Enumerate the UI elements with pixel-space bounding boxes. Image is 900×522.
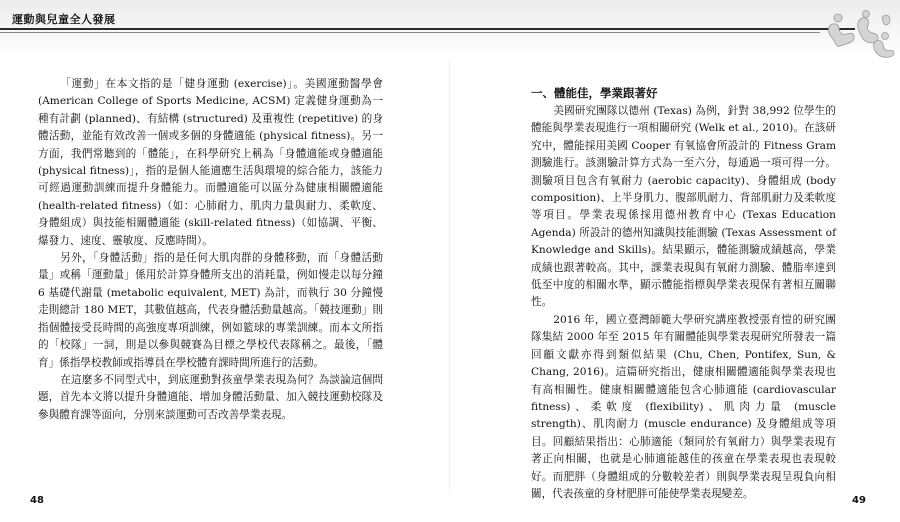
header-rule-thin: [0, 32, 820, 33]
right-page-body: [531, 76, 836, 503]
left-page-body: [38, 76, 383, 424]
left-paragraph-2: 另外，「身體活動」指的是任何大肌肉群的身體移動，而「身體活動量」或稱「運動量」係用於計算身體所支出的消耗量，例如慢走以每分鐘 6 基礎代謝量 (metabolic equivalent, MET) 為計，而執行 30 分鐘慢走則總計 180 MET，其數值越高，代表身體活動量越高。「競技運動」則指個體接受長時間的高強度專項訓練，例如籃球的專業訓練。而本文所指的「校隊」一詞，則是以參與競賽為目標之學校代表隊稱之。最後，「體育」係指學校教師或指導員在學校體育課時間所進行的活動。: [38, 252, 383, 369]
section-title: 一、體能佳，學業跟著好: [531, 86, 658, 100]
right-paragraph-1: 美國研究團隊以德州 (Texas) 為例，針對 38,992 位學生的體能與學業表現進行一項相關研究 (Welk et al., 2010)。在該研究中，體能採用美國 Cooper 有氧協會所設計的 Fitness Gram 測驗進行。該測驗計算方式為一至六分，每通過一項可得一分。測驗項目包含有氧耐力 (aerobic capacity)、身體組成 (body composition)、上半身肌力、腹部肌耐力、背部肌耐力及柔軟度等項目。學業表現係採用德州教育中心 (Texas Education Agenda) 所設計的德州知識與技能測驗 (Texas Assessment of Knowledge and Skills)。結果顯示，體能測驗成績越高，學業成績也跟著較高。其中，課業表現與有氧耐力測驗、體脂率達到低至中度的相關水準，顯示體能指標與學業表現保有著相互關聯性。: [531, 105, 836, 309]
header-rule: [0, 28, 855, 30]
page-gutter: [449, 60, 450, 490]
running-header-title: 運動與兒童全人發展: [12, 13, 116, 26]
page-number-left: 48: [30, 495, 44, 506]
right-paragraph-2: 2016 年，國立臺灣師範大學研究講座教授張育愷的研究團隊集結 2000 年至 2015 年有關體能與學業表現研究所發表一篇回顧文獻亦得到類似結果 (Chu, Chen, Pontifex, Sun, & Chang, 2016)。這篇研究指出，健康相關體適能與學業表現也有高相關性。健康相關體適能包含心肺適能 (cardiovascular fitness)、柔軟度 (flexibility)、肌肉力量 (muscle strength)、肌肉耐力 (muscle endurance) 及身體組成等項目。回顧結果指出：心肺適能（類同於有氧耐力）與學業表現有著正向相關，也就是心肺適能越佳的孩童在學業表現也表現較好。而肥胖（身體組成的分數較差者）則與學業表現呈現負向相關，代表孩童的身材肥胖可能使學業表現變差。: [531, 313, 836, 500]
page-number-right: 49: [852, 495, 866, 506]
left-paragraph-3: 在這麼多不同型式中，到底運動對孩童學業表現為何？為談論這個問題，首先本文將以提升身體適能、增加身體活動量、加入競技運動校隊及參與體育課等面向，分別來談運動可否改善學業表現。: [38, 373, 383, 421]
abstract-cheering-figures-icon: [822, 8, 896, 60]
left-paragraph-1: 「運動」在本文指的是「健身運動 (exercise)」。美國運動醫學會 (American College of Sports Medicine, ACSM) 定義健身運動為一種有計劃 (planned)、有結構 (structured) 及重複性 (repetitive) 的身體活動，並能有效改善一個或多個的身體適能 (physical fitness)。另一方面，我們常聽到的「體能」，在科學研究上稱為「身體適能或身體適能 (physical fitness)」，指的是個人能適應生活與環境的綜合能力，該能力可經過運動訓練而提升身體能力。而體適能可以區分為健康相關體適能 (health-related fitness)（如：心肺耐力、肌肉力量與耐力、柔軟度、身體組成）與技能相關體適能 (skill-related fitness)（如協調、平衡、爆發力、速度、靈敏度、反應時間）。: [38, 78, 383, 247]
